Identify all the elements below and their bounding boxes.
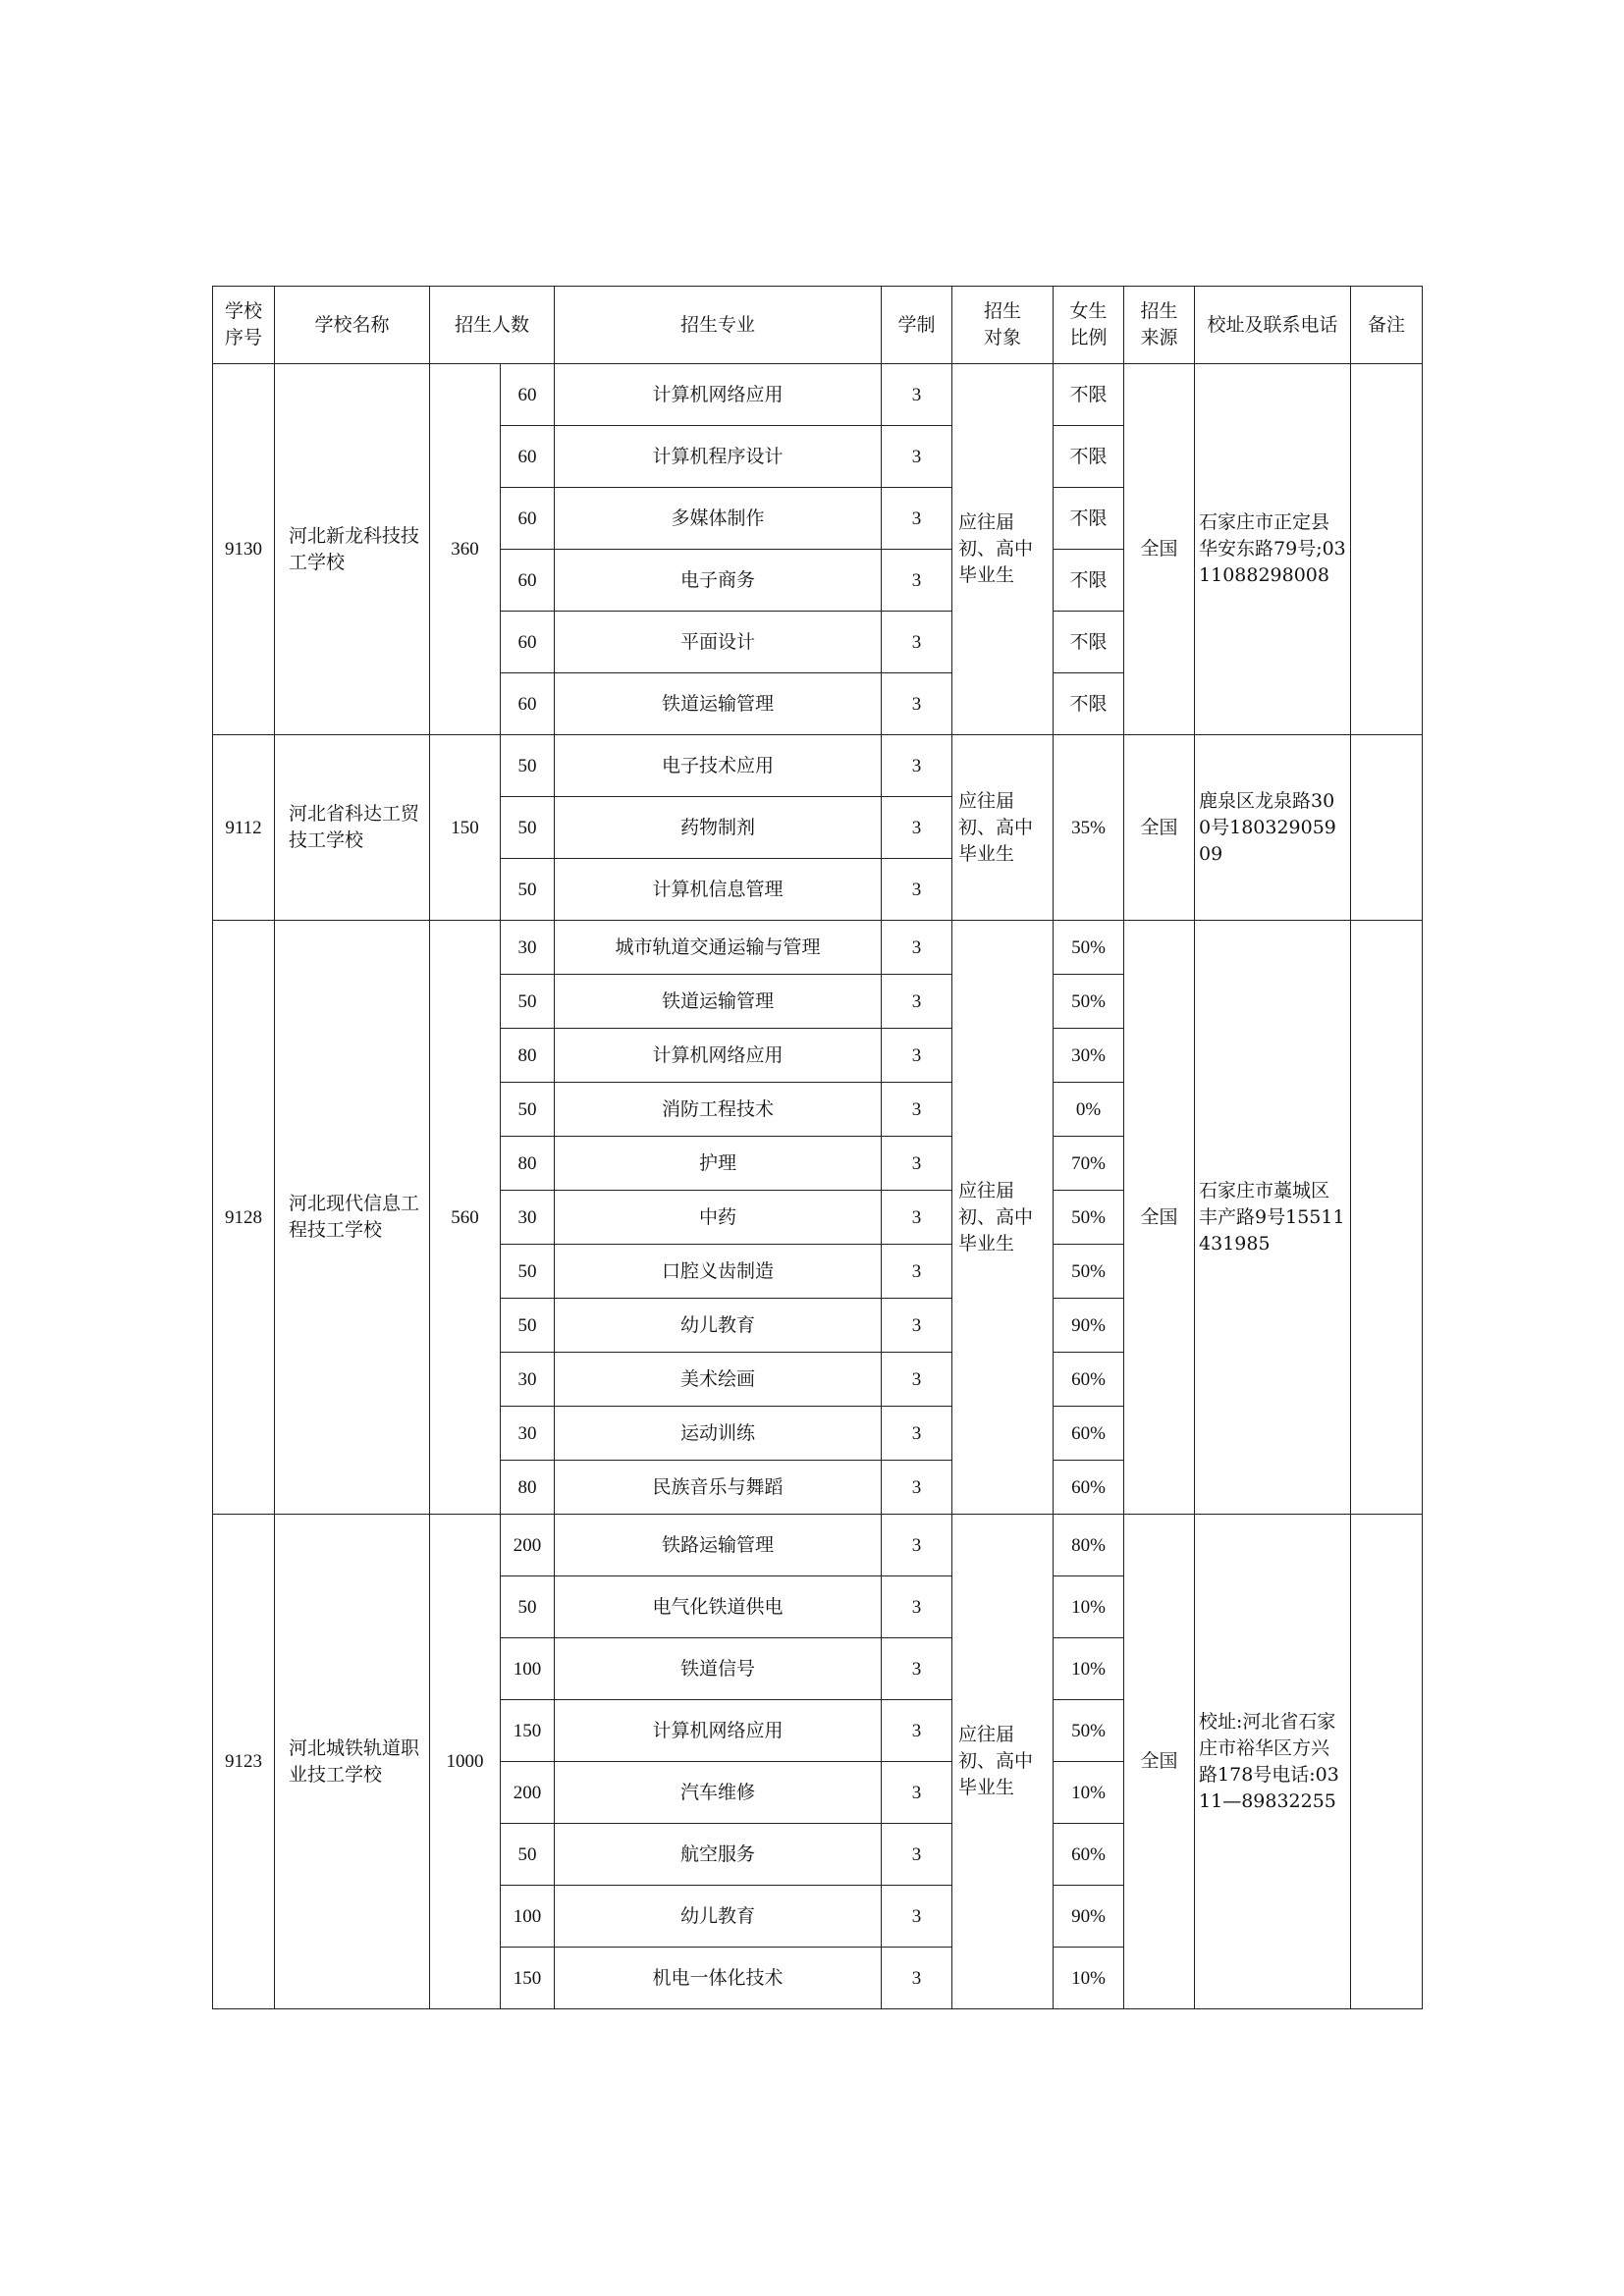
header-address: 校址及联系电话: [1195, 287, 1351, 364]
school-name: 河北省科达工贸技工学校: [275, 735, 430, 921]
major-years: 3: [882, 1638, 952, 1700]
major-years: 3: [882, 1299, 952, 1353]
major-name: 电子商务: [555, 550, 882, 612]
school-id: 9130: [213, 364, 275, 735]
school-total: 150: [430, 735, 501, 921]
female-ratio: 50%: [1054, 975, 1124, 1029]
major-count: 30: [501, 1407, 555, 1461]
school-name: 河北现代信息工程技工学校: [275, 921, 430, 1515]
school-id: 9123: [213, 1515, 275, 2009]
major-name: 幼儿教育: [555, 1886, 882, 1948]
school-total: 360: [430, 364, 501, 735]
major-years: 3: [882, 1083, 952, 1137]
female-ratio: 70%: [1054, 1137, 1124, 1191]
female-ratio: 不限: [1054, 426, 1124, 488]
female-ratio: 不限: [1054, 673, 1124, 735]
school-address: 石家庄市正定县华安东路79号;0311088298008: [1195, 364, 1351, 735]
major-years: 3: [882, 1824, 952, 1886]
major-years: 3: [882, 550, 952, 612]
major-count: 60: [501, 550, 555, 612]
major-years: 3: [882, 1515, 952, 1576]
major-years: 3: [882, 1948, 952, 2009]
major-name: 计算机网络应用: [555, 364, 882, 426]
major-count: 50: [501, 735, 555, 797]
major-name: 汽车维修: [555, 1762, 882, 1824]
enroll-target: 应往届初、高中毕业生: [952, 1515, 1054, 2009]
major-count: 30: [501, 1353, 555, 1407]
remark: [1351, 921, 1423, 1515]
table-row: [213, 364, 1423, 426]
major-name: 幼儿教育: [555, 1299, 882, 1353]
major-count: 50: [501, 1083, 555, 1137]
major-count: 150: [501, 1948, 555, 2009]
major-years: 3: [882, 673, 952, 735]
female-ratio: 10%: [1054, 1638, 1124, 1700]
major-years: 3: [882, 975, 952, 1029]
major-name: 机电一体化技术: [555, 1948, 882, 2009]
female-ratio: 0%: [1054, 1083, 1124, 1137]
enroll-target: 应往届初、高中毕业生: [952, 735, 1054, 921]
major-count: 80: [501, 1137, 555, 1191]
header-female-ratio: 女生 比例: [1054, 287, 1124, 364]
enroll-source: 全国: [1124, 735, 1195, 921]
major-years: 3: [882, 1137, 952, 1191]
major-count: 60: [501, 364, 555, 426]
school-address: 石家庄市藁城区丰产路9号15511431985: [1195, 921, 1351, 1515]
header-source: 招生 来源: [1124, 287, 1195, 364]
major-name: 民族音乐与舞蹈: [555, 1461, 882, 1515]
major-name: 运动训练: [555, 1407, 882, 1461]
school-total: 1000: [430, 1515, 501, 2009]
header-duration: 学制: [882, 287, 952, 364]
major-name: 电气化铁道供电: [555, 1576, 882, 1638]
major-count: 50: [501, 1299, 555, 1353]
major-count: 50: [501, 1576, 555, 1638]
major-name: 铁路运输管理: [555, 1515, 882, 1576]
header-school-id: 学校 序号: [213, 287, 275, 364]
major-name: 电子技术应用: [555, 735, 882, 797]
enroll-target: 应往届初、高中毕业生: [952, 364, 1054, 735]
major-count: 80: [501, 1029, 555, 1083]
remark: [1351, 1515, 1423, 2009]
major-years: 3: [882, 1886, 952, 1948]
female-ratio: 不限: [1054, 550, 1124, 612]
header-enroll-count: 招生人数: [430, 287, 555, 364]
major-years: 3: [882, 1407, 952, 1461]
female-ratio: 50%: [1054, 1700, 1124, 1762]
school-address: 鹿泉区龙泉路300号18032905909: [1195, 735, 1351, 921]
school-name: 河北城铁轨道职业技工学校: [275, 1515, 430, 2009]
major-count: 60: [501, 426, 555, 488]
major-years: 3: [882, 1245, 952, 1299]
remark: [1351, 735, 1423, 921]
major-years: 3: [882, 1461, 952, 1515]
header-row: [213, 287, 1423, 364]
school-name: 河北新龙科技技工学校: [275, 364, 430, 735]
major-count: 50: [501, 1824, 555, 1886]
female-ratio: 10%: [1054, 1576, 1124, 1638]
major-years: 3: [882, 797, 952, 859]
major-years: 3: [882, 1353, 952, 1407]
major-years: 3: [882, 612, 952, 673]
major-name: 口腔义齿制造: [555, 1245, 882, 1299]
major-years: 3: [882, 921, 952, 975]
major-name: 中药: [555, 1191, 882, 1245]
female-ratio: 不限: [1054, 364, 1124, 426]
remark: [1351, 364, 1423, 735]
major-name: 计算机网络应用: [555, 1700, 882, 1762]
major-name: 城市轨道交通运输与管理: [555, 921, 882, 975]
table-row: [213, 735, 1423, 797]
major-count: 50: [501, 859, 555, 921]
enroll-target: 应往届初、高中毕业生: [952, 921, 1054, 1515]
female-ratio: 90%: [1054, 1299, 1124, 1353]
table-row: [213, 921, 1423, 975]
enroll-source: 全国: [1124, 1515, 1195, 2009]
female-ratio: 60%: [1054, 1353, 1124, 1407]
major-years: 3: [882, 488, 952, 550]
major-name: 药物制剂: [555, 797, 882, 859]
major-name: 多媒体制作: [555, 488, 882, 550]
major-count: 50: [501, 1245, 555, 1299]
female-ratio: 50%: [1054, 1245, 1124, 1299]
header-remark: 备注: [1351, 287, 1423, 364]
major-name: 计算机信息管理: [555, 859, 882, 921]
major-count: 150: [501, 1700, 555, 1762]
female-ratio: 30%: [1054, 1029, 1124, 1083]
major-name: 消防工程技术: [555, 1083, 882, 1137]
major-name: 护理: [555, 1137, 882, 1191]
major-name: 计算机网络应用: [555, 1029, 882, 1083]
major-count: 60: [501, 673, 555, 735]
major-years: 3: [882, 364, 952, 426]
major-name: 航空服务: [555, 1824, 882, 1886]
major-count: 200: [501, 1762, 555, 1824]
female-ratio: 80%: [1054, 1515, 1124, 1576]
major-count: 30: [501, 1191, 555, 1245]
school-id: 9112: [213, 735, 275, 921]
major-years: 3: [882, 1576, 952, 1638]
major-years: 3: [882, 1700, 952, 1762]
female-ratio: 60%: [1054, 1824, 1124, 1886]
school-total: 560: [430, 921, 501, 1515]
female-ratio: 60%: [1054, 1407, 1124, 1461]
female-ratio: 60%: [1054, 1461, 1124, 1515]
major-years: 3: [882, 426, 952, 488]
school-id: 9128: [213, 921, 275, 1515]
major-count: 60: [501, 488, 555, 550]
major-years: 3: [882, 735, 952, 797]
major-name: 计算机程序设计: [555, 426, 882, 488]
female-ratio: 不限: [1054, 612, 1124, 673]
female-ratio: 90%: [1054, 1886, 1124, 1948]
female-ratio: 10%: [1054, 1948, 1124, 2009]
major-name: 平面设计: [555, 612, 882, 673]
female-ratio: 不限: [1054, 488, 1124, 550]
major-count: 60: [501, 612, 555, 673]
table-body: [213, 364, 1423, 2009]
major-years: 3: [882, 859, 952, 921]
header-school-name: 学校名称: [275, 287, 430, 364]
major-count: 100: [501, 1638, 555, 1700]
major-count: 50: [501, 797, 555, 859]
enroll-source: 全国: [1124, 364, 1195, 735]
female-ratio: 10%: [1054, 1762, 1124, 1824]
major-name: 铁道运输管理: [555, 673, 882, 735]
major-name: 美术绘画: [555, 1353, 882, 1407]
major-count: 100: [501, 1886, 555, 1948]
enrollment-table: [212, 286, 1423, 2009]
major-years: 3: [882, 1029, 952, 1083]
major-name: 铁道运输管理: [555, 975, 882, 1029]
major-count: 80: [501, 1461, 555, 1515]
female-ratio: 35%: [1054, 735, 1124, 921]
school-address: 校址:河北省石家庄市裕华区方兴路178号电话:0311—89832255: [1195, 1515, 1351, 2009]
header-target: 招生 对象: [952, 287, 1054, 364]
enroll-source: 全国: [1124, 921, 1195, 1515]
major-years: 3: [882, 1762, 952, 1824]
major-count: 30: [501, 921, 555, 975]
major-count: 200: [501, 1515, 555, 1576]
major-count: 50: [501, 975, 555, 1029]
major-years: 3: [882, 1191, 952, 1245]
female-ratio: 50%: [1054, 921, 1124, 975]
header-major: 招生专业: [555, 287, 882, 364]
table-row: [213, 1515, 1423, 1576]
female-ratio: 50%: [1054, 1191, 1124, 1245]
major-name: 铁道信号: [555, 1638, 882, 1700]
